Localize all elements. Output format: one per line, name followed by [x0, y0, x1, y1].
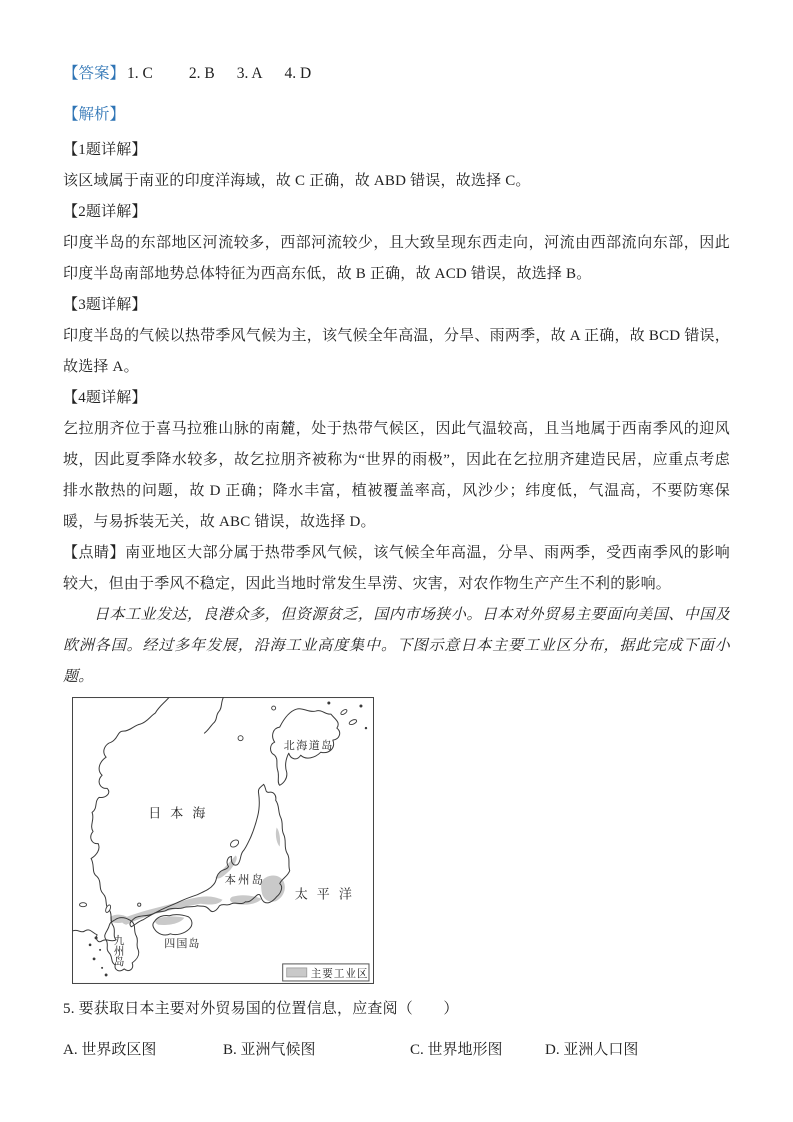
map-legend	[283, 964, 369, 981]
sea-of-japan-label: 日本海	[148, 805, 215, 821]
kyushu-label: 九州岛	[112, 934, 124, 967]
tip-paragraph: 【点睛】南亚地区大部分属于热带季风气候，该气候全年高温，分旱、雨两季，受西南季风的影响较大，但由于季风不稳定，因此当地时常发生旱涝、灾害，对农作物生产产生不利的影响。	[63, 545, 730, 592]
section-2-body: 印度半岛的东部地区河流较多，西部河流较少，且大致呈现东西走向，河流由西部流向东部，因此印度半岛南部地势总体特征为西高东低，故 B 正确，故 ACD 错误，故选择 B。	[63, 235, 730, 282]
question-5-stem: 5. 要获取日本主要对外贸易国的位置信息，应查阅（ ）	[63, 1001, 459, 1017]
hokkaido-label: 北海道岛	[283, 740, 334, 753]
japan-intro-paragraph: 日本工业发达，良港众多，但资源贫乏，国内市场狭小。日本对外贸易主要面向美国、中国及欧洲各国。经过多年发展，沿海工业高度集中。下图示意日本主要工业区分布，据此完成下面小题。	[63, 607, 730, 685]
answer-label: 【答案】	[63, 65, 126, 82]
section-3-heading: 【3题详解】	[63, 297, 147, 313]
legend-industrial-swatch	[287, 968, 307, 977]
question-5-options	[63, 1037, 730, 1063]
answer-item-1: 1. C	[127, 65, 153, 82]
legend-label: 主要工业区	[310, 968, 369, 980]
shikoku-label: 四国岛	[164, 937, 201, 950]
analysis-label-line	[63, 103, 730, 127]
section-3-body: 印度半岛的气候以热带季风气候为主，该气候全年高温，分旱、雨两季，故 A 正确，故 BCD 错误，故选择 A。	[63, 328, 730, 375]
japan-map-svg	[72, 697, 374, 984]
japan-industry-map	[72, 697, 374, 984]
section-1-heading: 【1题详解】	[63, 142, 147, 158]
section-4-heading: 【4题详解】	[63, 390, 147, 406]
answer-item-3: 3. A	[236, 65, 263, 82]
option-c: C. 世界地形图	[410, 1042, 503, 1058]
section-4-body: 乞拉朋齐位于喜马拉雅山脉的南麓，处于热带气候区，因此气温较高，且当地属于西南季风的迎风坡，因此夏季降水较多，故乞拉朋齐被称为“世界的雨极”，因此在乞拉朋齐建造民居，应重点考虑排水散热的问题，故 D 正确；降水丰富，植被覆盖率高，风沙少；纬度低，气温高，不要防寒保暖，与易拆装无关，故 ABC 错误，故选择 D。	[63, 421, 730, 530]
answer-item-2: 2. B	[188, 65, 215, 82]
analysis-label: 【解析】	[63, 106, 126, 123]
honshu-label: 本州岛	[224, 874, 266, 887]
option-d: D. 亚洲人口图	[545, 1042, 639, 1058]
answer-item-4: 4. D	[284, 65, 312, 82]
answer-line	[63, 62, 730, 86]
section-1-body: 该区域属于南亚的印度洋海域，故 C 正确，故 ABD 错误，故选择 C。	[63, 173, 531, 189]
option-b: B. 亚洲气候图	[223, 1042, 316, 1058]
option-a: A. 世界政区图	[63, 1042, 157, 1058]
section-2-heading: 【2题详解】	[63, 204, 147, 220]
pacific-ocean-label: 太平洋	[294, 886, 361, 902]
analysis-content	[63, 135, 730, 693]
